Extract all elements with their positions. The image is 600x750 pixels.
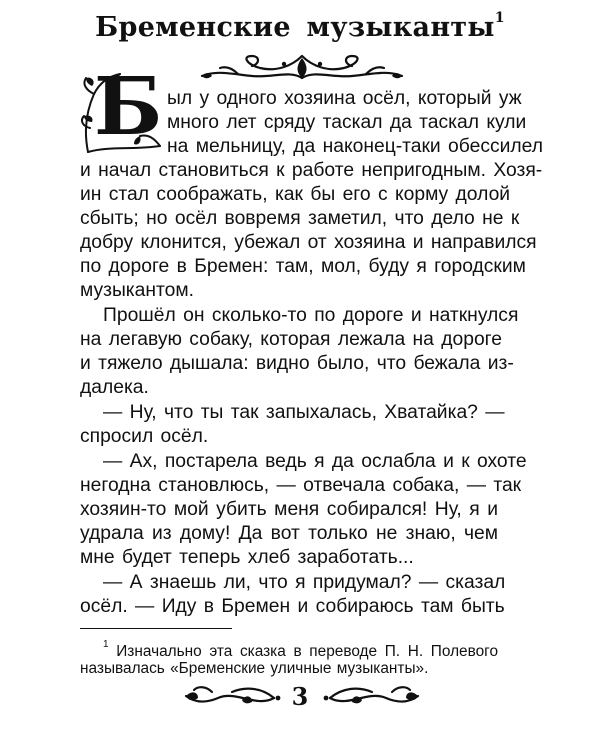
text-line: негодна становлюсь, — отвечала собака, — так — [80, 475, 522, 496]
text-line: на мельницу, да наконец-таки обессилел — [167, 136, 543, 157]
text-line: на легавую собаку, которая лежала на дороге — [80, 329, 503, 350]
text-line: и тяжело дышала: видно было, что бежала из- — [80, 353, 514, 374]
text-line: осёл. — Иду в Бремен и собираюсь там быть — [80, 596, 505, 617]
text-line: далека. — [80, 377, 149, 398]
text-line: Прошёл он сколько-то по дороге и наткнулся — [103, 305, 519, 326]
text-line: мне будет теперь хлеб заработать... — [80, 547, 414, 568]
text-line: ин стал соображать, как бы его с корму долой — [80, 184, 511, 205]
title-footnote-marker: 1 — [494, 10, 505, 26]
page-number: 3 — [291, 682, 309, 711]
text-line: по дороге в Бремен: там, мол, буду я городским — [80, 256, 526, 277]
footnote-text-1: Изначально эта сказка в переводе П. Н. Полевого — [116, 643, 499, 661]
text-line: и начал становиться к работе непригодным. Хозя- — [80, 160, 543, 181]
footnote-line: называлась «Бременские уличные музыканты». — [80, 660, 429, 677]
footnote-marker: 1 — [103, 639, 109, 650]
top-ornament-icon — [196, 52, 408, 82]
text-line: много лет сряду таскал да таскал кули — [167, 112, 527, 133]
title-text: Бременские музыканты — [95, 12, 495, 43]
text-line: — Ну, что ты так запыхалась, Хватайка? — — [103, 402, 505, 423]
text-line: спросил осёл. — [80, 426, 209, 447]
page-title — [0, 12, 600, 43]
drop-cap — [80, 59, 164, 154]
text-line: — Ах, постарела ведь я да ослабла и к охоте — [103, 451, 527, 472]
text-line: ыл у одного хозяина осёл, который уж — [167, 88, 522, 109]
text-line: хозяин-то мой убить меня собирался! Ну, я и — [80, 499, 498, 520]
text-line: добру клонится, убежал от хозяина и направился — [80, 232, 537, 253]
footnote-divider — [80, 628, 232, 629]
text-line: музыкантом. — [80, 280, 194, 301]
text-line: сбыть; но осёл вовремя заметил, что дело не к — [80, 208, 520, 229]
drop-cap-letter: Б — [94, 59, 163, 153]
text-line: — А знаешь ли, что я придумал? — сказал — [103, 572, 506, 593]
text-line: удрала из дому! Да вот только не знаю, чем — [80, 523, 498, 544]
